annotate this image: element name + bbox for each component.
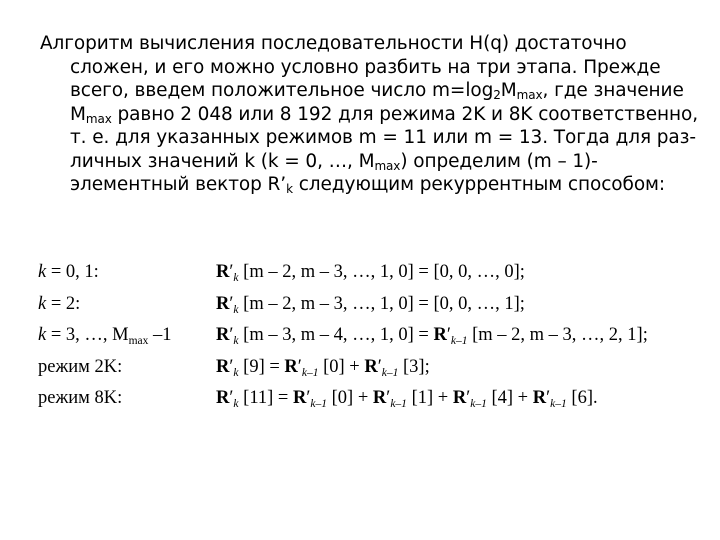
condition-text: = 3, …, M [46,325,129,345]
vector-r: R [216,388,230,408]
paragraph-line-1 [40,32,690,56]
line-text: , где значение [542,80,684,101]
prime-mark: ′ [229,388,234,408]
prime-mark: ′ [446,325,451,345]
k-variable: k [38,262,47,282]
prime-mark: ′ [306,388,311,408]
formula-expression [216,388,598,409]
expression-text: [11] = [238,388,293,408]
max-subscript: max [516,88,543,102]
k-subscript: k [286,182,293,196]
vector-r: R [292,388,307,408]
prime-mark: ′ [229,356,234,377]
prime-mark: ′ [229,325,234,345]
vector-r: R [364,356,378,377]
paragraph-line-7 [40,173,690,197]
vector-r: R [532,388,547,408]
k-subscript: k [233,303,239,316]
k-minus-1-subscript: k–1 [381,366,399,379]
prime-mark: ′ [297,356,302,377]
line-text: M [500,80,517,101]
expression-text: [4] + [486,388,533,408]
expression-text: [m – 2, m – 3, …, 1, 0] = [0, 0, …, 1]; [238,293,525,314]
k-subscript: k [233,398,239,410]
line-text: личных значений k (k = 0, …, M [70,150,375,172]
prime-mark: ′ [377,356,382,377]
prime-mark: ′ [546,388,551,408]
vector-r: R [216,325,230,345]
vector-r: R [216,293,230,314]
line-text: ) определим (m – 1)- [400,150,598,172]
formula-condition: режим 8K: [38,388,123,408]
k-subscript: k [233,366,239,379]
paragraph-line-4 [40,103,698,127]
max-subscript: max [374,158,401,173]
k-variable: k [38,293,47,314]
line-text: всего, введем положительное число m=log [70,80,494,101]
expression-text: [m – 2, m – 3, …, 1, 0] = [0, 0, …, 0]; [238,262,525,282]
vector-r: R [452,388,467,408]
paragraph-line-3 [40,79,690,103]
prime-mark: ′ [229,262,234,282]
vector-r: R [216,262,230,282]
paragraph-line-2 [40,56,690,80]
max-subscript: max [85,111,112,126]
line-text: сложен, и его можно условно разбить на три этапа. Прежде [70,56,661,78]
max-subscript: max [128,335,149,347]
expression-text: [0] + [327,388,373,408]
prime-mark: ′ [466,388,471,408]
line-text: Алгоритм вычисления последовательности H(q) достаточно [40,33,627,54]
k-subscript: k [233,335,239,347]
condition-text: = 2: [46,293,81,314]
line-text: M [70,103,86,125]
expression-text: [m – 3, m – 4, …, 1, 0] = [238,325,434,345]
k-variable: k [38,325,47,345]
formula-expression [216,325,648,346]
k-subscript: k [233,272,239,284]
line-text: элементный вектор R’ [70,174,287,195]
vector-r: R [433,325,447,345]
vector-r: R [372,388,387,408]
line-text: т. е. для указанных режимов m = 11 или m = 13. Тогда для раз- [70,127,696,148]
formula-expression [216,294,525,315]
expression-text: [0] + [318,356,365,377]
k-minus-1-subscript: k–1 [470,398,487,410]
formula-condition: режим 2K: [38,356,123,377]
paragraph-line-6 [40,150,690,174]
formula-condition [38,262,99,283]
intro-paragraph [40,32,698,197]
k-minus-1-subscript: k–1 [550,398,567,410]
line-text: следующим рекуррентным способом: [292,174,666,195]
paragraph-line-5 [40,126,696,150]
condition-text: –1 [148,325,172,345]
formula-expression [216,262,525,283]
prime-mark: ′ [229,293,234,314]
expression-text: [m – 2, m – 3, …, 2, 1]; [467,325,648,345]
formula-condition [38,294,80,315]
prime-mark: ′ [386,388,391,408]
k-minus-1-subscript: k–1 [390,398,407,410]
formula-expression [216,357,430,378]
expression-text: [3]; [398,356,430,377]
expression-text: [6]. [566,388,598,408]
k-minus-1-subscript: k–1 [301,366,319,379]
line-text: равно 2 048 или 8 192 для режима 2K и 8K соответственно, [111,103,698,125]
log-base-subscript: 2 [493,88,501,102]
expression-text: [9] = [238,356,285,377]
k-minus-1-subscript: k–1 [310,398,328,410]
k-minus-1-subscript: k–1 [450,335,468,347]
vector-r: R [284,356,298,377]
condition-text: = 0, 1: [46,262,99,282]
vector-r: R [216,356,230,377]
formula-condition [38,325,172,346]
expression-text: [1] + [406,388,453,408]
